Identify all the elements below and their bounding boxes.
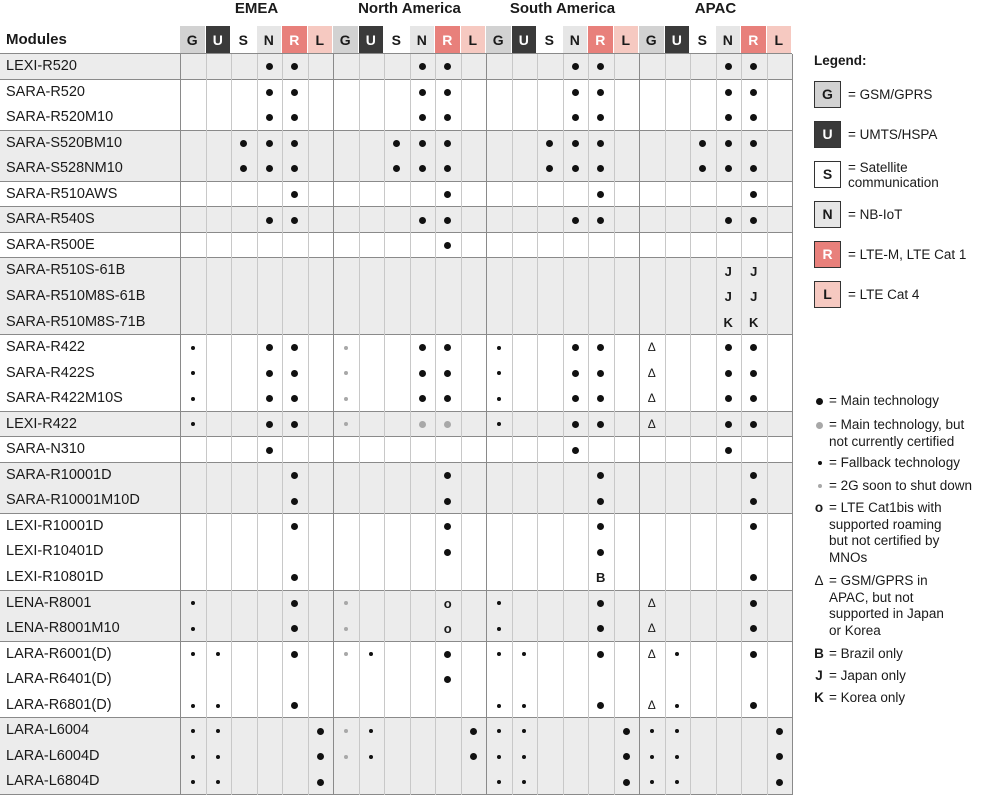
- legend-fallback-label: = Fallback technology: [829, 455, 960, 470]
- tech-column-header-N: N: [716, 26, 742, 54]
- main-technology-dot: [776, 779, 783, 786]
- legend-o-label: = LTE Cat1bis with supported roaming but not certified by MNOs: [829, 500, 942, 565]
- main-technology-dot: [725, 447, 732, 454]
- fallback-dot: [191, 397, 195, 401]
- fallback-dot: [191, 704, 195, 708]
- legend-main_grey-label: = Main technology, but not currently certified: [829, 417, 965, 449]
- legend-R-swatch: R: [814, 241, 841, 268]
- main-technology-dot: [572, 140, 579, 147]
- cell-mark: J: [750, 263, 758, 279]
- module-name: SARA-R422: [6, 339, 85, 356]
- main-technology-dot: [750, 217, 757, 224]
- grid-line: [486, 54, 487, 795]
- module-name: SARA-R422M10S: [6, 390, 123, 407]
- legend-N-swatch: N: [814, 201, 841, 228]
- main-technology-dot: [266, 140, 273, 147]
- module-name: SARA-R510S-61B: [6, 262, 126, 279]
- module-name: LENA-R8001M10: [6, 620, 120, 637]
- tech-column-header-G: G: [639, 26, 665, 54]
- main-technology-dot: [776, 728, 783, 735]
- grid-line: [410, 54, 411, 795]
- fallback-dot: [675, 755, 679, 759]
- legend-fallback-symbol: [818, 461, 822, 465]
- tech-column-header-U: U: [206, 26, 232, 54]
- legend-J-symbol: J: [815, 668, 823, 683]
- cell-mark: Δ: [647, 365, 656, 380]
- module-name: SARA-R422S: [6, 364, 95, 381]
- cell-mark: B: [596, 570, 606, 586]
- module-name: SARA-S528NM10: [6, 160, 123, 177]
- cell-mark: o: [443, 621, 452, 637]
- tech-column-header-N: N: [257, 26, 283, 54]
- tech-column-header-G: G: [180, 26, 206, 54]
- fallback-dot: [497, 627, 501, 631]
- fallback-dot: [497, 397, 501, 401]
- module-name: LEXI-R422: [6, 415, 77, 432]
- main-technology-dot: [266, 63, 273, 70]
- 2g-shutdown-dot: [344, 755, 348, 759]
- tech-column-header-U: U: [512, 26, 538, 54]
- module-name: SARA-R520M10: [6, 109, 114, 126]
- grid-line: [563, 54, 564, 795]
- main-technology-dot: [419, 89, 426, 96]
- main-technology-dot: [623, 779, 630, 786]
- cell-mark: J: [724, 289, 732, 305]
- fallback-dot: [497, 346, 501, 350]
- module-name: LEXI-R520: [6, 58, 77, 74]
- legend-K-symbol: K: [814, 690, 824, 705]
- fallback-dot: [191, 755, 195, 759]
- main-technology-dot: [597, 217, 604, 224]
- grid-line: [180, 54, 181, 795]
- module-name: LEXI-R10401D: [6, 543, 104, 560]
- legend-R-label: = LTE-M, LTE Cat 1: [848, 247, 967, 262]
- grid-line: [665, 54, 666, 795]
- fallback-dot: [522, 704, 526, 708]
- module-name: LARA-R6001(D): [6, 645, 112, 662]
- main-technology-dot: [470, 753, 477, 760]
- tech-column-header-R: R: [435, 26, 461, 54]
- 2g-shutdown-dot: [344, 397, 348, 401]
- legend-B-symbol: B: [814, 646, 824, 661]
- grid-line: [767, 54, 768, 795]
- legend-fallback_grey-symbol: [818, 484, 822, 488]
- main-technology-dot: [419, 63, 426, 70]
- cell-mark: Δ: [647, 416, 656, 431]
- main-technology-dot: [725, 421, 732, 428]
- tech-column-header-N: N: [410, 26, 436, 54]
- legend-S-swatch: S: [814, 161, 841, 188]
- fallback-dot: [497, 729, 501, 733]
- grid-line: [716, 54, 717, 795]
- main-technology-dot: [572, 421, 579, 428]
- fallback-dot: [216, 704, 220, 708]
- fallback-dot: [191, 346, 195, 350]
- legend-main-label: = Main technology: [829, 393, 939, 408]
- main-technology-dot: [317, 779, 324, 786]
- 2g-shutdown-dot: [344, 729, 348, 733]
- legend-L-swatch: L: [814, 281, 841, 308]
- fallback-dot: [675, 704, 679, 708]
- main-technology-dot: [572, 217, 579, 224]
- tech-column-header-S: S: [384, 26, 410, 54]
- tech-column-header-G: G: [486, 26, 512, 54]
- grid-line: [257, 54, 258, 795]
- region-heading: EMEA: [234, 0, 279, 17]
- grid-line: [231, 54, 232, 795]
- legend-L-label: = LTE Cat 4: [848, 287, 920, 302]
- tech-column-header-R: R: [588, 26, 614, 54]
- main-technology-dot: [623, 753, 630, 760]
- main-technology-dot: [470, 728, 477, 735]
- legend-J-label: = Japan only: [829, 668, 906, 683]
- tech-column-header-L: L: [461, 26, 487, 54]
- fallback-dot: [650, 755, 654, 759]
- legend-o-symbol: o: [814, 500, 824, 515]
- main-technology-dot: [266, 447, 273, 454]
- main-technology-dot: [419, 217, 426, 224]
- main-technology-dot: [725, 370, 732, 377]
- region-heading: South America: [509, 0, 616, 17]
- fallback-dot: [216, 755, 220, 759]
- grid-line: [512, 54, 513, 795]
- legend-N-label: = NB-IoT: [848, 207, 903, 222]
- legend-title: Legend:: [814, 53, 867, 68]
- main-technology-dot: [291, 217, 298, 224]
- cell-mark: Δ: [647, 621, 656, 636]
- main-technology-dot: [419, 140, 426, 147]
- cell-mark: Δ: [647, 340, 656, 355]
- main-technology-dot: [266, 421, 273, 428]
- fallback-dot: [369, 755, 373, 759]
- main-technology-dot: [572, 370, 579, 377]
- legend-S-label: = Satellite communication: [848, 160, 939, 190]
- legend-delta-label: = GSM/GPRS in APAC, but not supported in Japan or Korea: [829, 573, 944, 638]
- module-name: SARA-R520: [6, 83, 85, 100]
- main-technology-dot: [776, 753, 783, 760]
- tech-column-header-L: L: [308, 26, 334, 54]
- tech-column-header-R: R: [741, 26, 767, 54]
- legend-delta-symbol: Δ: [814, 573, 824, 588]
- fallback-dot: [650, 729, 654, 733]
- grid-line: [206, 54, 207, 795]
- fallback-dot: [497, 780, 501, 784]
- grid-line: [308, 54, 309, 795]
- grid-line: [435, 54, 436, 795]
- legend-fallback_grey-label: = 2G soon to shut down: [829, 478, 972, 493]
- grid-line: [282, 54, 283, 795]
- main-uncertified-dot: [419, 421, 426, 428]
- grid-line: [461, 54, 462, 795]
- module-name: SARA-R10001M10D: [6, 492, 140, 509]
- module-name: SARA-R10001D: [6, 466, 112, 483]
- module-name: LARA-L6004: [6, 722, 90, 739]
- main-technology-dot: [266, 89, 273, 96]
- legend-G-label: = GSM/GPRS: [848, 87, 933, 102]
- fallback-dot: [650, 780, 654, 784]
- cell-mark: K: [723, 314, 733, 330]
- cell-mark: J: [724, 263, 732, 279]
- cell-mark: Δ: [647, 391, 656, 406]
- main-technology-dot: [725, 217, 732, 224]
- main-technology-dot: [597, 498, 604, 505]
- module-name: LARA-R6801(D): [6, 696, 112, 713]
- region-heading: North America: [358, 0, 461, 17]
- grid-line: [384, 54, 385, 795]
- cell-mark: Δ: [647, 595, 656, 610]
- grid-line: [639, 54, 640, 795]
- tech-column-header-R: R: [282, 26, 308, 54]
- main-technology-dot: [572, 89, 579, 96]
- legend-U-swatch: U: [814, 121, 841, 148]
- legend-U-label: = UMTS/HSPA: [848, 127, 938, 142]
- grid-line: [359, 54, 360, 795]
- module-name: SARA-R540S: [6, 211, 95, 228]
- module-name: SARA-N310: [6, 441, 85, 458]
- main-technology-dot: [419, 370, 426, 377]
- tech-column-header-U: U: [359, 26, 385, 54]
- module-name: LARA-L6004D: [6, 747, 100, 764]
- legend-G-swatch: G: [814, 81, 841, 108]
- grid-line: [741, 54, 742, 795]
- grid-line: [690, 54, 691, 795]
- tech-column-header-L: L: [767, 26, 793, 54]
- cell-mark: J: [750, 289, 758, 305]
- grid-line: [792, 54, 793, 795]
- main-technology-dot: [597, 549, 604, 556]
- main-technology-dot: [317, 728, 324, 735]
- grid-line: [537, 54, 538, 795]
- modules-column-heading: Modules: [6, 31, 67, 48]
- main-technology-dot: [623, 728, 630, 735]
- module-name: SARA-R510M8S-61B: [6, 287, 146, 304]
- module-name: LARA-L6804D: [6, 773, 100, 790]
- main-technology-dot: [725, 89, 732, 96]
- main-technology-dot: [444, 498, 451, 505]
- module-name: LEXI-R10001D: [6, 517, 104, 534]
- main-technology-dot: [572, 63, 579, 70]
- module-name: SARA-R510AWS: [6, 185, 118, 202]
- main-technology-dot: [572, 447, 579, 454]
- main-technology-dot: [444, 217, 451, 224]
- main-technology-dot: [750, 498, 757, 505]
- module-name: SARA-R510M8S-71B: [6, 313, 146, 330]
- module-name: LEXI-R10801D: [6, 569, 104, 585]
- module-name: LENA-R8001: [6, 594, 92, 611]
- tech-column-header-S: S: [690, 26, 716, 54]
- module-name: LARA-R6401(D): [6, 671, 112, 688]
- cell-mark: Δ: [647, 646, 656, 661]
- 2g-shutdown-dot: [344, 346, 348, 350]
- tech-column-header-U: U: [665, 26, 691, 54]
- module-name: SARA-R500E: [6, 236, 95, 253]
- tech-column-header-N: N: [563, 26, 589, 54]
- cell-mark: K: [749, 314, 759, 330]
- cell-mark: o: [443, 595, 452, 611]
- tech-column-header-G: G: [333, 26, 359, 54]
- fallback-dot: [191, 780, 195, 784]
- module-name: SARA-S520BM10: [6, 134, 123, 151]
- fallback-dot: [497, 755, 501, 759]
- legend-K-label: = Korea only: [829, 690, 906, 705]
- cell-mark: Δ: [647, 698, 656, 713]
- region-heading: APAC: [694, 0, 737, 17]
- 2g-shutdown-dot: [344, 627, 348, 631]
- tech-column-header-S: S: [231, 26, 257, 54]
- main-technology-dot: [725, 63, 732, 70]
- tech-column-header-S: S: [537, 26, 563, 54]
- grid-line: [588, 54, 589, 795]
- main-technology-dot: [317, 753, 324, 760]
- main-technology-dot: [725, 140, 732, 147]
- legend-main_grey-symbol: [816, 422, 823, 429]
- main-technology-dot: [266, 217, 273, 224]
- fallback-dot: [522, 755, 526, 759]
- main-technology-dot: [266, 370, 273, 377]
- grid-line: [614, 54, 615, 795]
- legend-B-label: = Brazil only: [829, 646, 903, 661]
- fallback-dot: [191, 729, 195, 733]
- fallback-dot: [497, 704, 501, 708]
- main-technology-dot: [291, 498, 298, 505]
- fallback-dot: [191, 627, 195, 631]
- legend-main-symbol: [816, 398, 823, 405]
- tech-column-header-L: L: [614, 26, 640, 54]
- main-technology-dot: [444, 549, 451, 556]
- grid-line: [333, 54, 334, 795]
